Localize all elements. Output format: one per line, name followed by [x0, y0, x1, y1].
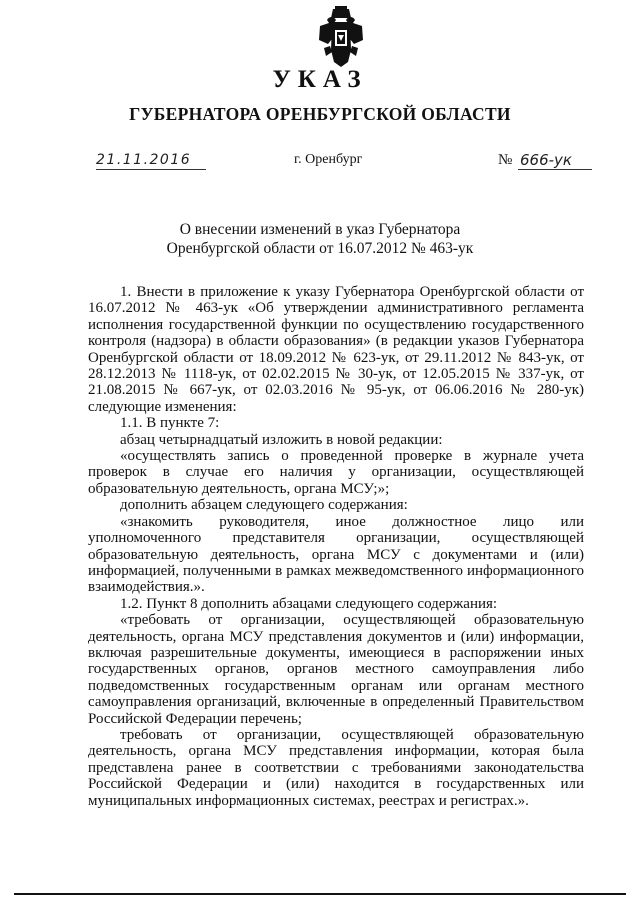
document-title: УКАЗ [272, 66, 368, 93]
subject-line-2: Оренбургской области от 16.07.2012 № 463-ук [166, 240, 474, 257]
document-issuer: ГУБЕРНАТОРА ОРЕНБУРГСКОЙ ОБЛАСТИ [129, 104, 511, 124]
document-number: 666-ук [518, 151, 592, 170]
document-body [88, 284, 584, 809]
paragraph-6: «знакомить руководителя, иное должностное лицо или уполномоченного представителя организации, осуществляющей образовательную деятельность, органа МСУ с документами и (или) информацией, полученными в рамках межведомственного информационного взаимодействия.». [88, 513, 584, 596]
paragraph-7: 1.2. Пункт 8 дополнить абзацами следующего содержания: [120, 595, 498, 612]
document-date: 21.11.2016 [96, 152, 206, 170]
bottom-rule [14, 893, 626, 895]
paragraph-9: требовать от организации, осуществляющей образовательную деятельность, органа МСУ представления информации, которая была представлена ранее в соответствии с требованиями законодательства Российской Федерации и (или) находится в государственных или муниципальных информационных системах, реестрах и регистрах.». [88, 726, 584, 809]
paragraph-3: абзац четырнадцатый изложить в новой редакции: [120, 431, 443, 448]
paragraph-8: «требовать от организации, осуществляющей образовательную деятельность, органа МСУ представления документов и (или) информации, включая разрешительные документы, имеющиеся в распоряжении иных государственных органов, органов местного самоуправления либо подведомственных государственным органам или органам местного самоуправления организаций, включенные в определенный Правительством Российской Федерации перечень; [88, 612, 584, 727]
paragraph-2: 1.1. В пункте 7: [120, 415, 220, 432]
number-sign: № [498, 152, 513, 168]
subject-line-1: О внесении изменений в указ Губернатора [179, 221, 461, 238]
paragraph-5: дополнить абзацем следующего содержания: [120, 497, 408, 514]
coat-of-arms-icon [318, 6, 364, 68]
paragraph-1: 1. Внести в приложение к указу Губернатора Оренбургской области от 16.07.2012 № 463-ук «Об утверждении административного регламента исполнения государственной функции по осуществлению государственного контроля (надзора) в области образования» (в редакции указов Губернатора Оренбургской области от 18.09.2012 № 623-ук, от 29.11.2012 № 843-ук, от 28.12.2013 № 1118-ук, от 02.02.2015 № 30-ук, от 12.05.2015 № 337-ук, от 21.08.2015 № 667-ук, от 02.03.2016 № 95-ук, от 06.06.2016 № 280-ук) следующие изменения: [88, 284, 584, 415]
document-city: г. Оренбург [294, 152, 363, 167]
document-subject [0, 220, 640, 258]
paragraph-4: «осуществлять запись о проведенной проверке в журнале учета проверок в случае его наличия у организации, осуществляющей образовательную деятельность, органа МСУ;»; [88, 448, 584, 497]
document-meta-row [0, 152, 640, 182]
